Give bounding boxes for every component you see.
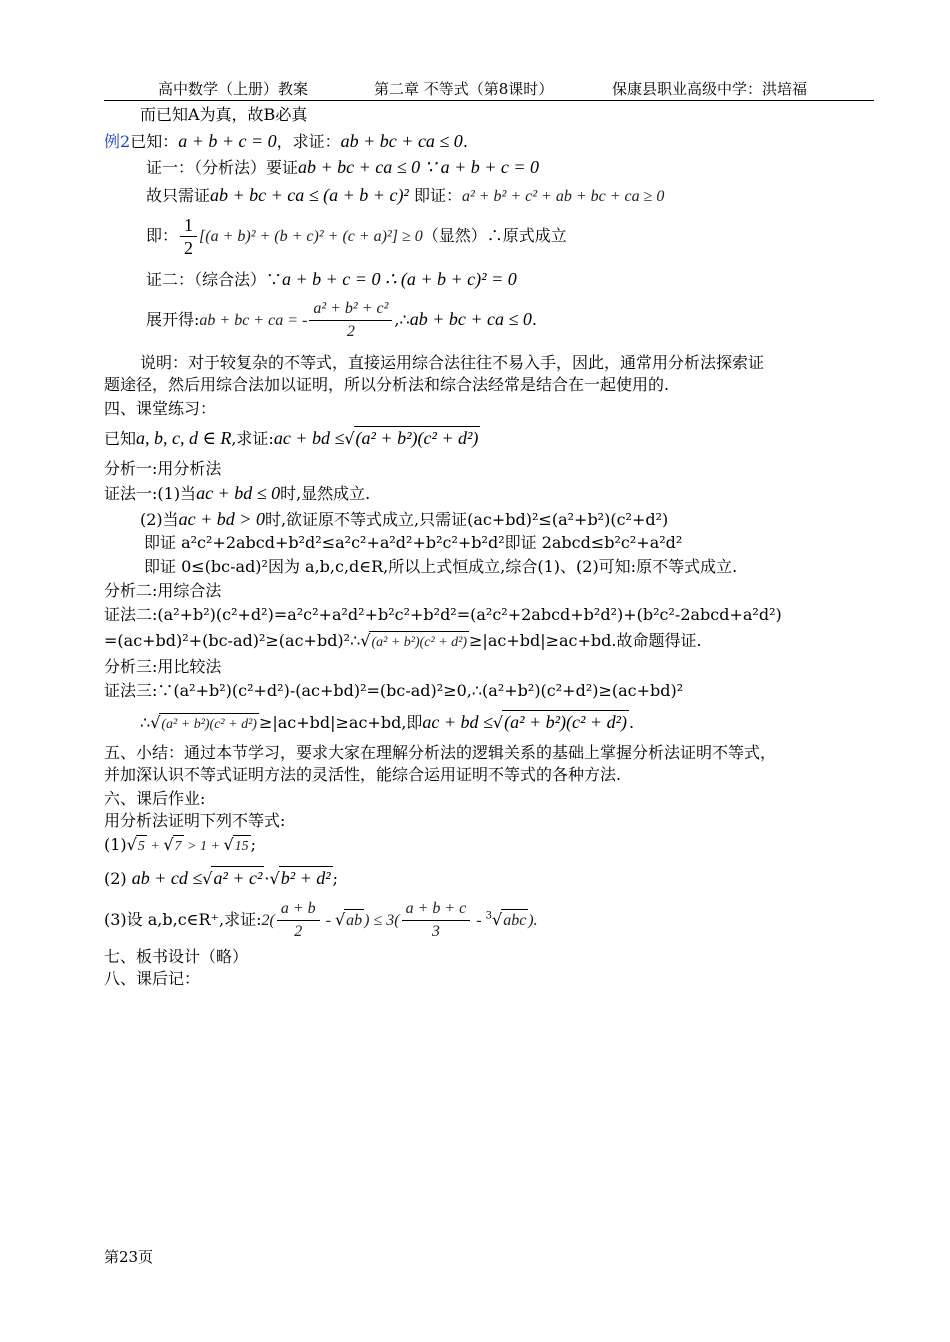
text: . — [462, 132, 468, 151]
text: 时,显然成立. — [280, 484, 371, 503]
homework-instruction: 用分析法证明下列不等式: — [104, 811, 286, 830]
text: (3)设 a,b,c∈R⁺,求证: — [104, 910, 262, 929]
math: ab + bc + ca ≤ 0 — [340, 131, 463, 151]
denominator: 2 — [184, 238, 194, 258]
text: ≥|ac+bd|≥ac+bd,即 — [258, 713, 423, 732]
proof-method-1-line-1 — [104, 482, 370, 505]
proof-method-2-line-1: 证法二:(a²+b²)(c²+d²)=a²c²+a²d²+b²c²+b²d²=(a²c²+2abcd+b²d²)+(b²c²-2abcd+a²d²) — [104, 605, 782, 624]
math: ac + bd ≤ — [422, 712, 493, 732]
denominator: 3 — [431, 923, 440, 940]
text: ,求证: — [231, 429, 274, 448]
fraction — [309, 298, 392, 343]
analysis-1: 分析一:用分析法 — [104, 459, 222, 478]
header-right: 保康县职业高级中学：洪培福 — [612, 80, 808, 98]
math: a + b + c = 0 ∴ (a + b + c)² = 0 — [282, 269, 517, 289]
root-index: 3 — [485, 910, 492, 922]
proof-method-3-line-2: ∴√(a² + b²)(c² + d²) ≥|ac+bd|≥ac+bd,即ac + bd ≤√(a² + b²)(c² + d²) . — [140, 710, 634, 736]
section-6-heading: 六、课后作业: — [104, 789, 206, 808]
proof-method-1-line-2 — [140, 508, 668, 531]
math: + — [146, 839, 164, 854]
summary-line-2: 并加深认识不等式证明方法的灵活性，能综合运用证明不等式的各种方法. — [104, 765, 622, 784]
proof-1-line-1 — [146, 156, 539, 179]
note-line-1: 说明：对于较复杂的不等式，直接运用综合法往往不易入手，因此，通常用分析法探索证 — [140, 353, 765, 372]
sqrt-radicand: (a² + b²)(c² + d²) — [355, 428, 479, 448]
text: · — [264, 869, 270, 888]
text: ∴ — [140, 713, 151, 732]
homework-2: (2) ab + cd ≤√a² + c² ·√b² + d² ; — [104, 868, 339, 888]
text: 故只需证 — [146, 186, 211, 205]
sqrt-radicand: (a² + b²)(c² + d²) — [504, 712, 627, 732]
example-label: 例2 — [104, 132, 131, 151]
homework-3: (3)设 a,b,c∈R⁺,求证:2( $\frac{a + b}{2}$ - √ab ) ≤ 3( $\frac{a + b + c}{3}$ - $^3$√abc ). — [104, 898, 538, 943]
math: ac + bd ≤ 0 — [196, 483, 281, 503]
proof-method-1-line-4: 即证 0≤(bc-ad)²因为 a,b,c,d∈R,所以上式恒成立,综合(1)、(2)可知:原不等式成立. — [144, 557, 738, 576]
sqrt-radicand: 15 — [233, 835, 251, 858]
text: （显然）∴原式成立 — [422, 226, 567, 245]
numerator: a + b + c — [402, 898, 471, 921]
text: 证二：（综合法）∵ — [146, 270, 283, 289]
math: ab + bc + ca ≤ 0 — [409, 309, 532, 329]
math: a, b, c, d ∈ R — [136, 428, 232, 448]
sqrt-radicand: b² + d² — [280, 868, 331, 888]
homework-1: (1)√5 + √7 > 1 + √15 ; — [104, 834, 256, 858]
section-8-heading: 八、课后记： — [104, 969, 201, 988]
text: ; — [332, 869, 339, 888]
math: ). — [528, 912, 538, 929]
math: ac + bd > 0 — [178, 509, 265, 529]
text: (2)当 — [140, 510, 179, 529]
text: ; — [250, 835, 257, 854]
line-conclusion: 而已知A为真，故B必真 — [140, 105, 308, 124]
proof-method-1-line-3: 即证 a²c²+2abcd+b²d²≤a²c²+a²d²+b²c²+b²d²即证 2abcd≤b²c²+a²d² — [144, 533, 683, 552]
text: 证法一:(1)当 — [104, 484, 197, 503]
math: ab + bc + ca = - — [199, 312, 308, 329]
text: 证一：（分析法）要证 — [146, 158, 299, 177]
numerator: a + b — [277, 898, 320, 921]
section-4-heading: 四、课堂练习： — [104, 399, 217, 418]
sqrt-radicand: abc — [501, 909, 528, 932]
text: ≥|ac+bd|≥ac+bd.故命题得证. — [469, 631, 702, 650]
sqrt-radicand: a² + c² — [213, 868, 263, 888]
example-2 — [104, 130, 468, 153]
math: ab + cd ≤ — [131, 868, 203, 888]
math: ab + bc + ca ≤ (a + b + c)² — [210, 185, 409, 205]
analysis-3: 分析三:用比较法 — [104, 657, 222, 676]
proof-method-2-line-2: =(ac+bd)²+(bc-ad)²≥(ac+bd)²∴√(a² + b²)(c² + d²) ≥|ac+bd|≥ac+bd.故命题得证. — [104, 630, 702, 654]
page-header — [104, 78, 874, 101]
text: (2) — [104, 869, 127, 888]
text: 时,欲证原不等式成立,只需证(ac+bd)²≤(a²+b²)(c²+d²) — [264, 510, 669, 529]
text: 已知： — [130, 132, 179, 151]
sqrt-radicand: 7 — [173, 835, 184, 858]
note-line-2: 题途径，然后用综合法加以证明，所以分析法和综合法经常是结合在一起使用的. — [104, 375, 670, 394]
proof-1-line-2 — [146, 184, 664, 208]
math: [(a + b)² + (b + c)² + (c + a)²] ≥ 0 — [199, 228, 423, 245]
text: (1) — [104, 835, 127, 854]
denominator: 2 — [346, 323, 355, 340]
math: 2( — [261, 912, 275, 929]
header-middle: 第二章 不等式（第8课时） — [374, 80, 554, 98]
proof-1-line-3 — [146, 214, 567, 259]
exercise-statement: 已知a, b, c, d ∈ R,求证:ac + bd ≤√(a² + b²)(c² + d²) — [104, 428, 479, 448]
math: ) ≤ 3( — [364, 912, 400, 929]
fraction-half — [180, 214, 197, 259]
section-7-heading: 七、板书设计（略） — [104, 947, 249, 966]
proof-2-line-1 — [146, 268, 517, 291]
header-left: 高中数学（上册）教案 — [158, 80, 309, 98]
text: 即证： — [413, 186, 462, 205]
text: . — [628, 713, 635, 732]
page-number: 第23页 — [104, 1248, 154, 1266]
text: 即： — [146, 226, 179, 245]
summary-line-1: 五、小结：通过本节学习，要求大家在理解分析法的逻辑关系的基础上掌握分析法证明不等式， — [104, 743, 777, 762]
math: a + b + c = 0 — [178, 131, 277, 151]
text: =(ac+bd)²+(bc-ad)²≥(ac+bd)²∴ — [104, 631, 361, 650]
denominator: 2 — [294, 923, 303, 940]
math: ac + bd ≤ — [273, 428, 345, 448]
math: > 1 + — [183, 839, 224, 854]
analysis-2: 分析二:用综合法 — [104, 581, 222, 600]
math: - — [321, 912, 335, 929]
numerator: a² + b² + c² — [309, 298, 392, 321]
text: ，求证： — [276, 132, 341, 151]
proof-2-line-2 — [146, 298, 537, 343]
math: - — [472, 912, 486, 929]
fraction — [402, 898, 471, 943]
math: ab + bc + ca ≤ 0 ∵ a + b + c = 0 — [298, 157, 540, 177]
text: 已知 — [104, 429, 137, 448]
text: 展开得: — [146, 310, 200, 329]
proof-method-3-line-1: 证法三:∵(a²+b²)(c²+d²)-(ac+bd)²=(bc-ad)²≥0,∴(a²+b²)(c²+d²)≥(ac+bd)² — [104, 681, 684, 700]
fraction — [277, 898, 320, 943]
numerator: 1 — [180, 214, 197, 237]
sqrt-radicand: 5 — [136, 835, 147, 858]
sqrt-radicand: (a² + b²)(c² + d²) — [369, 631, 469, 654]
text: . — [531, 310, 537, 329]
sqrt-radicand: ab — [344, 909, 364, 932]
math: a² + b² + c² + ab + bc + ca ≥ 0 — [461, 188, 665, 205]
text: ,∴ — [394, 310, 410, 329]
sqrt-radicand: (a² + b²)(c² + d²) — [159, 713, 259, 736]
